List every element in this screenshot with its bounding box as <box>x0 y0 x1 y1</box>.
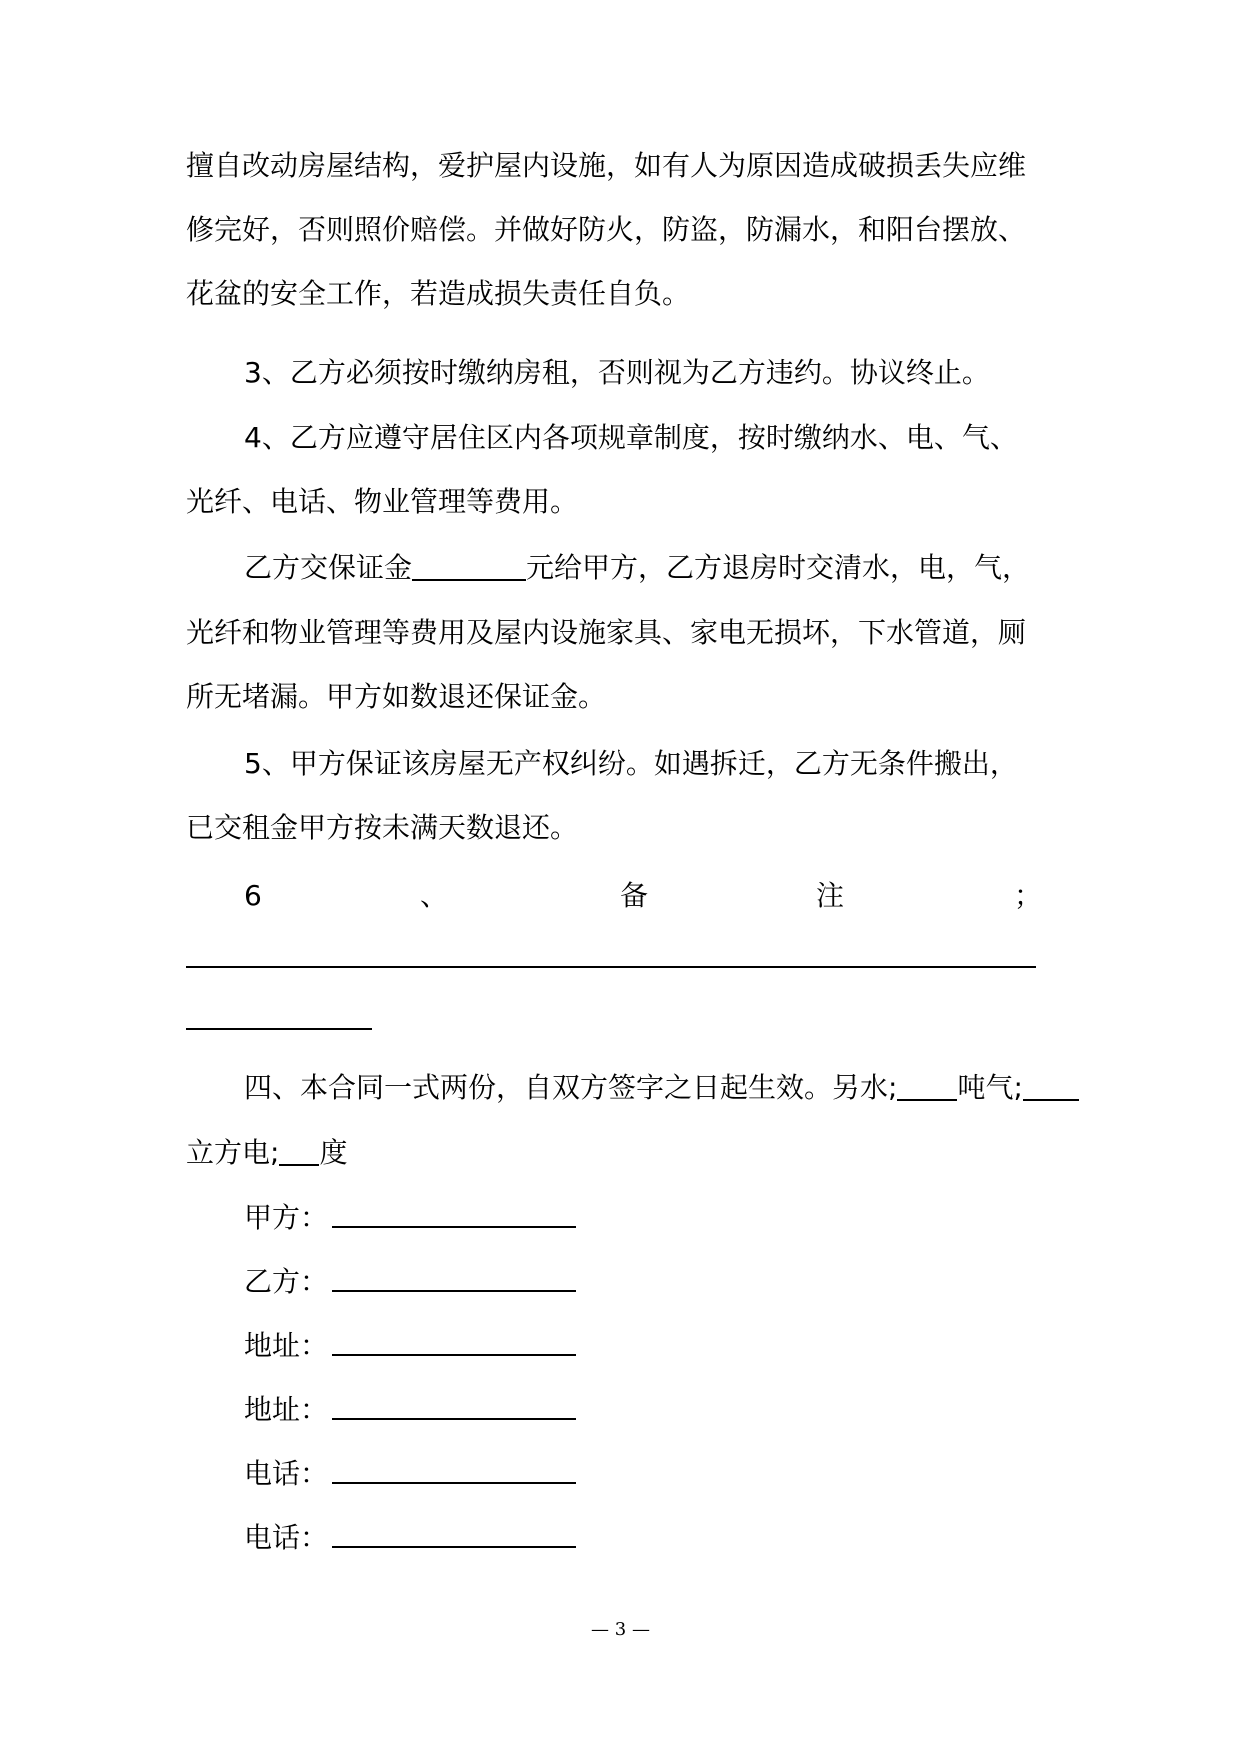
paragraph-line: 修完好，否则照价赔偿。并做好防火，防盗，防漏水，和阳台摆放、 <box>186 213 1027 246</box>
paragraph-line: 光纤和物业管理等费用及屋内设施家具、家电无损坏，下水管道，厕 <box>186 616 1027 649</box>
party-a-label: 甲方： <box>244 1201 329 1234</box>
party-b-blank[interactable] <box>332 1290 576 1292</box>
address-a-blank[interactable] <box>332 1354 576 1356</box>
deposit-amount-blank[interactable] <box>412 551 526 581</box>
address-b-blank[interactable] <box>332 1418 576 1420</box>
remarks-char-1: 备 <box>620 879 649 912</box>
deposit-text-a: 乙方交保证金 <box>244 551 413 584</box>
page-number: — 3 — <box>591 1619 650 1640</box>
paragraph-line: 所无堵漏。甲方如数退还保证金。 <box>186 680 607 713</box>
phone-b-label: 电话： <box>244 1521 329 1554</box>
electric-blank[interactable] <box>279 1136 319 1166</box>
address-b-label: 地址： <box>244 1393 329 1426</box>
remarks-blank-line-1[interactable] <box>186 966 1036 968</box>
address-a-label: 地址： <box>244 1329 329 1362</box>
remarks-separator: 、 <box>420 879 449 912</box>
party-a-blank[interactable] <box>332 1226 576 1228</box>
deposit-text-b: 元给甲方，乙方退房时交清水，电，气， <box>526 551 1031 584</box>
effect-text-b: 吨气; <box>957 1071 1023 1104</box>
clause-4-line: 光纤、电话、物业管理等费用。 <box>186 485 579 518</box>
party-b-label: 乙方： <box>244 1265 329 1298</box>
phone-a-blank[interactable] <box>332 1482 576 1484</box>
deposit-line <box>244 548 1030 588</box>
effect-text-c: 立方电; <box>186 1136 280 1169</box>
remarks-end: ； <box>1014 879 1043 912</box>
paragraph-line: 擅自改动房屋结构，爱护屋内设施，如有人为原因造成破损丢失应维 <box>186 149 1027 182</box>
effect-clause-line-1 <box>244 1068 1079 1108</box>
remarks-blank-line-2[interactable] <box>186 1028 372 1030</box>
paragraph-line: 花盆的安全工作，若造成损失责任自负。 <box>186 277 691 310</box>
remarks-char-2: 注 <box>816 879 845 912</box>
effect-text-d: 度 <box>319 1136 348 1169</box>
clause-4-line: 4、乙方应遵守居住区内各项规章制度，按时缴纳水、电、气、 <box>244 421 1018 454</box>
clause-3: 3、乙方必须按时缴纳房租，否则视为乙方违约。协议终止。 <box>244 356 990 389</box>
gas-blank[interactable] <box>1023 1071 1079 1101</box>
effect-clause-line-2 <box>186 1133 347 1173</box>
phone-a-label: 电话： <box>244 1457 329 1490</box>
phone-b-blank[interactable] <box>332 1546 576 1548</box>
water-blank[interactable] <box>897 1071 957 1101</box>
effect-text-a: 四、本合同一式两份，自双方签字之日起生效。另水; <box>244 1071 898 1104</box>
clause-5-line: 已交租金甲方按未满天数退还。 <box>186 811 579 844</box>
remarks-number: 6 <box>244 879 262 912</box>
clause-5-line: 5、甲方保证该房屋无产权纠纷。如遇拆迁，乙方无条件搬出， <box>244 747 1018 780</box>
